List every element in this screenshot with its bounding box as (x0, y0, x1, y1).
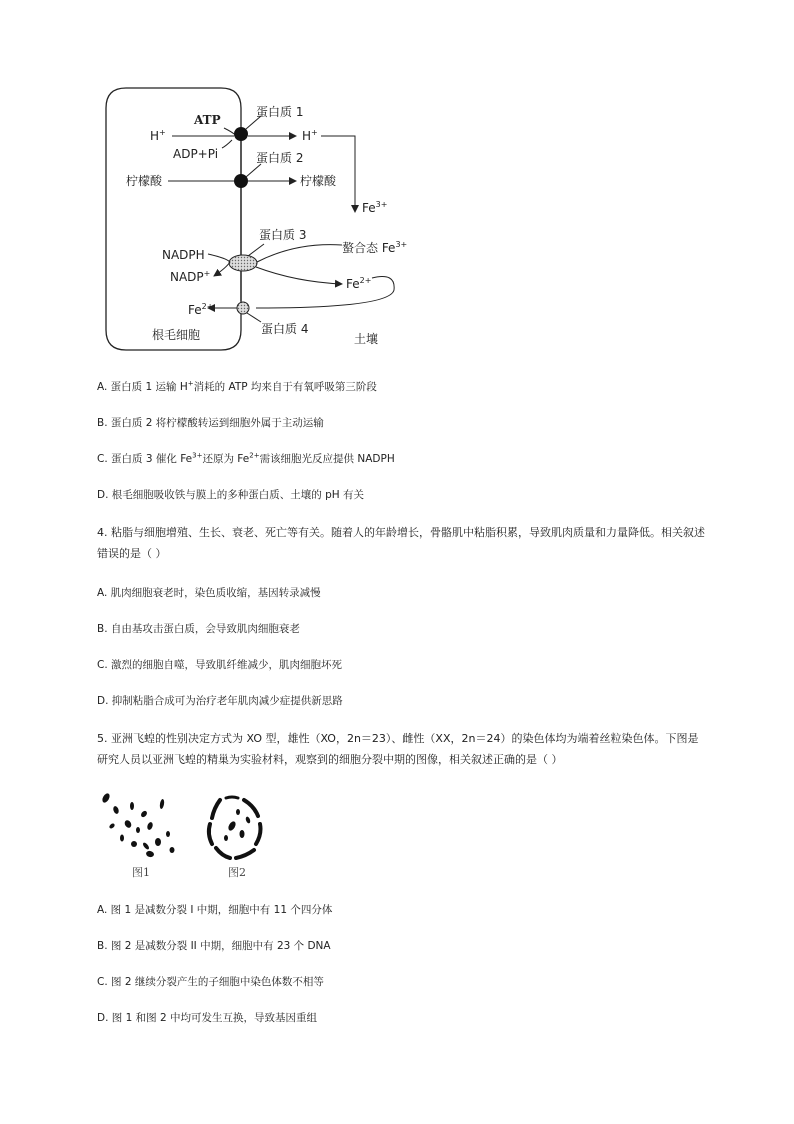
chromosome-figures (92, 786, 282, 881)
diagram-svg (96, 82, 426, 352)
figure1-caption: 图1 (132, 866, 150, 879)
q4-option-c: C. 激烈的细胞自噬，导致肌纤维减少，肌肉细胞坏死 (97, 659, 343, 671)
q5-option-d: D. 图 1 和图 2 中均可发生互换，导致基因重组 (97, 1012, 317, 1024)
fe2-loop (256, 277, 394, 309)
protein3-label: 蛋白质 3 (259, 228, 307, 242)
protein2-shape (234, 174, 248, 188)
protein3-pointer (248, 244, 264, 256)
chelate-to-protein3 (257, 245, 342, 262)
protein4-shape (237, 302, 249, 314)
q4-option-b: B. 自由基攻击蛋白质，会导致肌肉细胞衰老 (97, 623, 300, 635)
citrate-right-label: 柠檬酸 (300, 174, 337, 188)
q4-option-d: D. 抑制粘脂合成可为治疗老年肌肉减少症提供新思路 (97, 695, 343, 707)
fe2-label: $Fe^{2+}$ (346, 276, 372, 291)
q3-option-b: B. 蛋白质 2 将柠檬酸转运到细胞外属于主动运输 (97, 417, 324, 429)
q3-option-c: C. 蛋白质 3 催化 $Fe^{3+}$还原为 $Fe^{2+}$需该细胞光反应提供 NADPH (97, 451, 395, 465)
figure1-chromosomes (101, 792, 175, 858)
protein2-pointer (246, 164, 261, 177)
fe3-label: $Fe^{3+}$ (362, 200, 388, 215)
protein3-to-fe2 (256, 267, 342, 284)
protein1-shape (234, 127, 248, 141)
q5-option-b: B. 图 2 是减数分裂 II 中期，细胞中有 23 个 DNA (97, 940, 331, 952)
h-plus-right-label: H+ (302, 128, 318, 143)
chelate-fe3-label: 螯合态 $Fe^{3+}$ (342, 240, 408, 255)
root-hair-iron-uptake-diagram (96, 82, 426, 352)
root-cell-outline (106, 88, 241, 350)
root-cell-label: 根毛细胞 (152, 328, 201, 342)
adp-curve (222, 140, 232, 148)
q4-option-a: A. 肌肉细胞衰老时，染色质收缩，基因转录减慢 (97, 587, 321, 599)
nadph-curve (208, 254, 230, 276)
protein2-label: 蛋白质 2 (256, 151, 304, 165)
adp-pi-label: ADP+Pi (173, 147, 219, 161)
atp-curve (224, 128, 234, 134)
protein4-label: 蛋白质 4 (261, 322, 309, 336)
q5-option-c: C. 图 2 继续分裂产生的子细胞中染色体数不相等 (97, 976, 324, 988)
figure2-chromosomes (209, 797, 261, 858)
q3-option-d: D. 根毛细胞吸收铁与膜上的多种蛋白质、土壤的 pH 有关 (97, 489, 364, 501)
q4-stem: 4. 粘脂与细胞增殖、生长、衰老、死亡等有关。随着人的年龄增长，骨骼肌中粘脂积累，导致肌肉质量和力量降低。相关叙述错误的是（ ） (97, 526, 705, 560)
protein3-shape (229, 255, 257, 271)
figure2-caption: 图2 (228, 866, 246, 879)
atp-label: ATP (194, 113, 221, 127)
chromosome-figures-svg (92, 786, 282, 881)
q5-option-a: A. 图 1 是减数分裂 I 中期，细胞中有 11 个四分体 (97, 904, 333, 916)
fe2-left-label: $Fe^{2+}$ (188, 302, 214, 317)
q3-option-a: A. 蛋白质 1 运输 H+消耗的 ATP 均来自于有氧呼吸第三阶段 (97, 379, 377, 393)
protein4-pointer (247, 313, 261, 322)
citrate-left-label: 柠檬酸 (126, 174, 163, 188)
nadph-label: NADPH (162, 248, 205, 262)
h-plus-left-label: H+ (150, 128, 166, 143)
soil-label: 土壤 (354, 332, 379, 346)
nadp-label: NADP+ (170, 269, 211, 284)
q5-stem: 5. 亚洲飞蝗的性别决定方式为 XO 型，雄性（XO，2n＝23）、雌性（XX，2n＝24）的染色体均为端着丝粒染色体。下图是研究人员以亚洲飞蝗的精巢为实验材料，观察到的细胞分裂中期的图像，相关叙述正确的是（ ） (97, 732, 699, 766)
protein1-label: 蛋白质 1 (256, 105, 304, 119)
